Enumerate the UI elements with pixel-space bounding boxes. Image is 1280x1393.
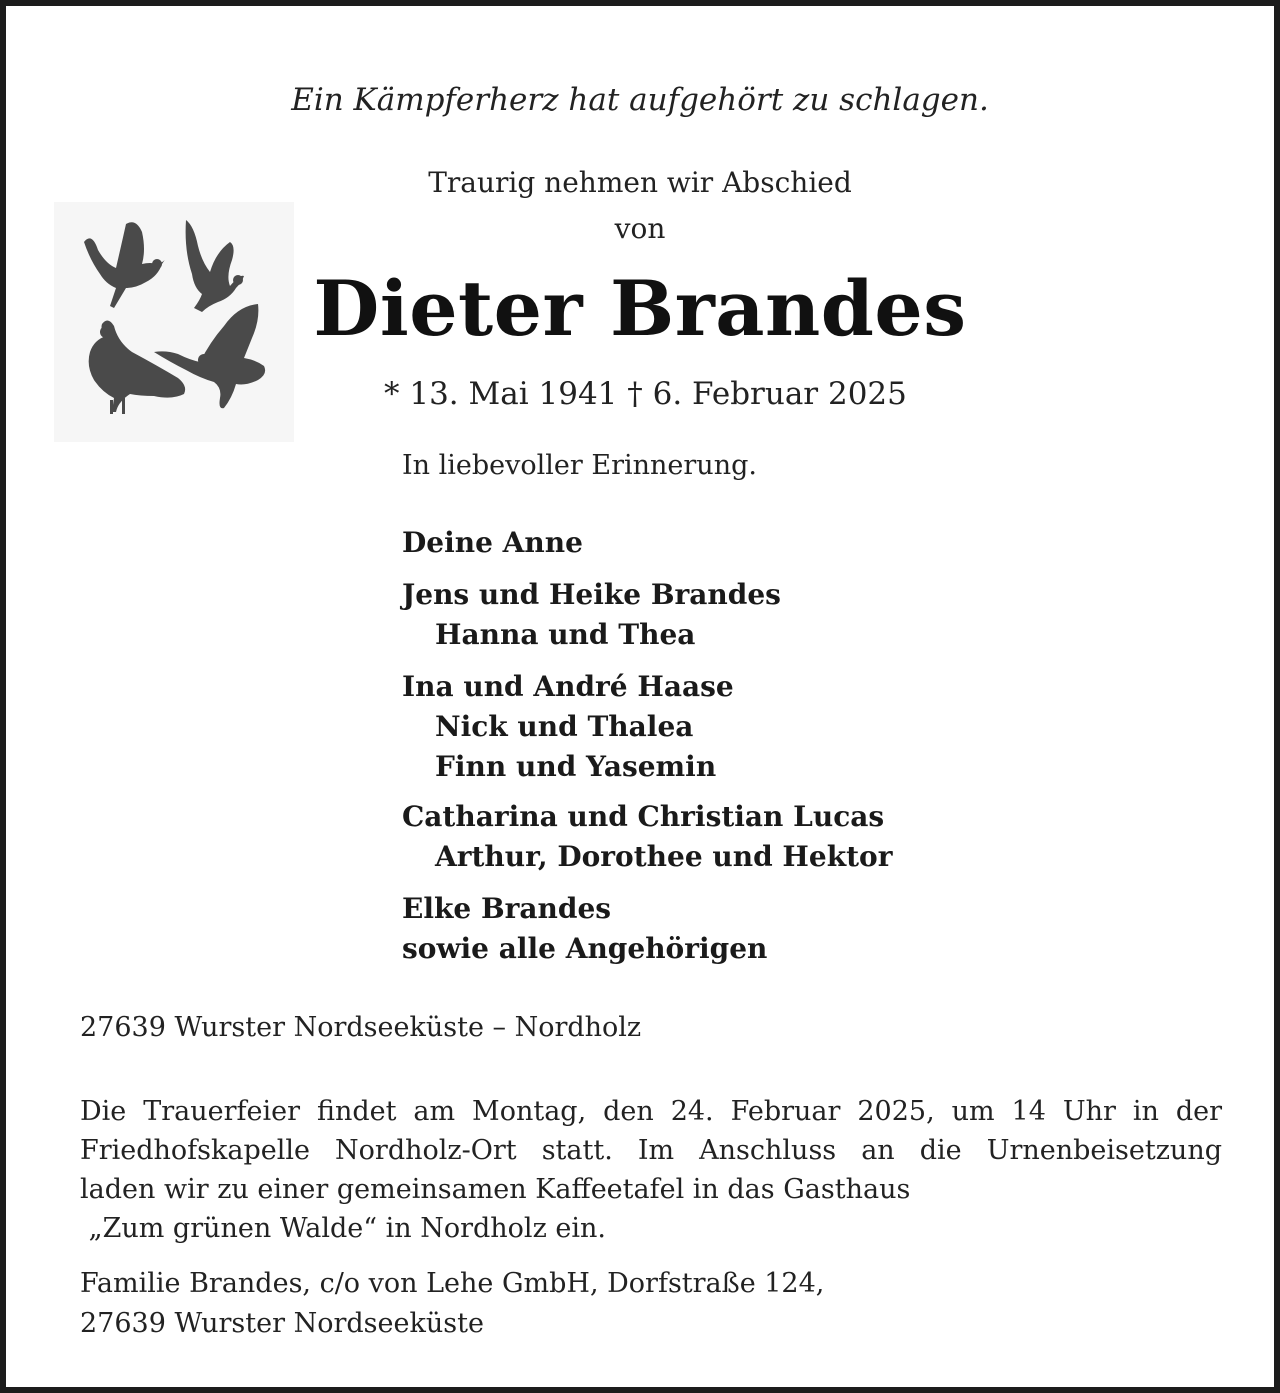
mourner-line: Arthur, Dorothee und Hektor xyxy=(435,840,893,873)
mourner-line: Elke Brandes xyxy=(402,892,612,925)
mourner-line: Deine Anne xyxy=(402,526,583,559)
mourner-line: Hanna und Thea xyxy=(435,618,696,651)
mourner-line: Nick und Thalea xyxy=(435,710,694,743)
place-line: 27639 Wurster Nordseeküste – Nordholz xyxy=(80,1012,642,1043)
remembrance-line: In liebevoller Erinnerung. xyxy=(402,450,757,481)
intro-line-2: von xyxy=(614,212,666,245)
mourner-line: Ina und André Haase xyxy=(402,670,734,703)
ceremony-line: „Zum grünen Walde“ in Nordholz ein. xyxy=(80,1213,606,1244)
contact-line-2: 27639 Wurster Nordseeküste xyxy=(80,1308,484,1339)
ceremony-line: laden wir zu einer gemeinsamen Kaffeetafel in das Gasthaus xyxy=(80,1174,911,1205)
mourner-line: Jens und Heike Brandes xyxy=(402,578,781,611)
motto: Ein Kämpferherz hat aufgehört zu schlagen. xyxy=(291,82,989,118)
mourner-line: Finn und Yasemin xyxy=(435,750,717,783)
contact-line-1: Familie Brandes, c/o von Lehe GmbH, Dorfstraße 124, xyxy=(80,1268,825,1299)
intro-line-1: Traurig nehmen wir Abschied xyxy=(428,166,852,199)
life-dates: * 13. Mai 1941 † 6. Februar 2025 xyxy=(384,376,907,412)
ceremony-paragraph xyxy=(80,1092,1222,1248)
mourner-line: sowie alle Angehörigen xyxy=(402,932,768,965)
deceased-name: Dieter Brandes xyxy=(313,264,967,353)
ceremony-line: Friedhofskapelle Nordholz-Ort statt. Im Anschluss an die Urnenbeisetzung xyxy=(80,1135,1222,1166)
mourner-line: Catharina und Christian Lucas xyxy=(402,800,885,833)
ceremony-line: Die Trauerfeier findet am Montag, den 24. Februar 2025, um 14 Uhr in der xyxy=(80,1096,1222,1127)
